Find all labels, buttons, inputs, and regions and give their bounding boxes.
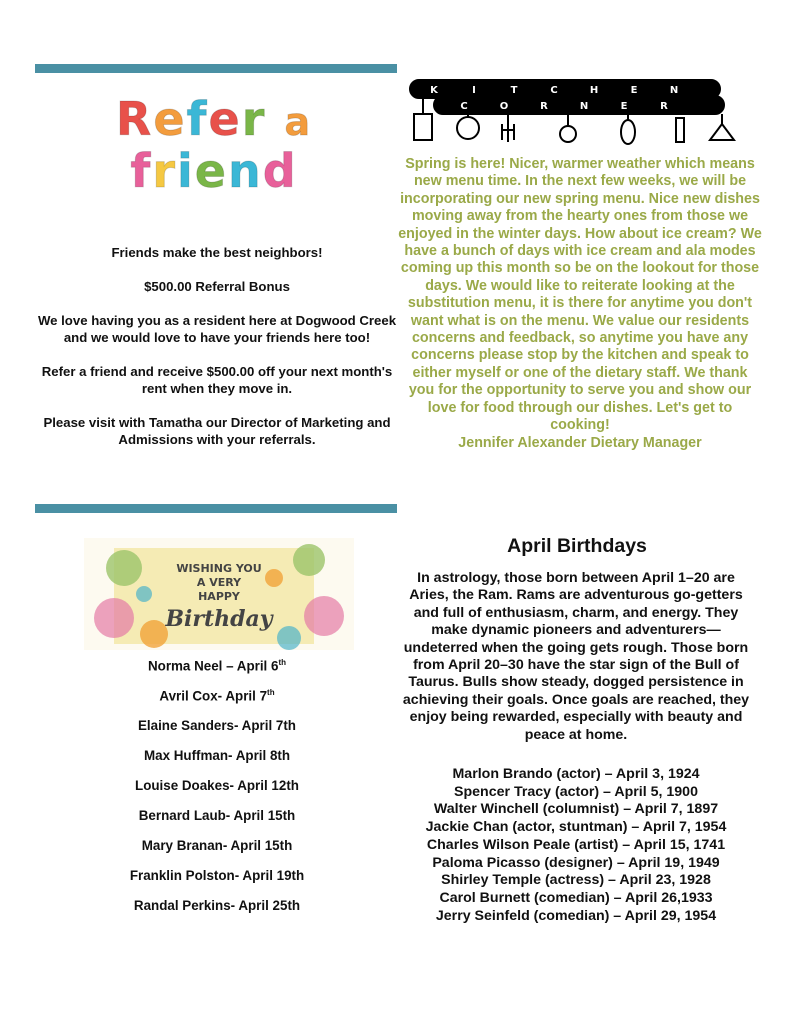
- svg-text:H: H: [589, 85, 599, 96]
- svg-text:O: O: [499, 101, 509, 112]
- kitchen-signature: Jennifer Alexander Dietary Manager: [458, 434, 702, 451]
- svg-text:N: N: [669, 85, 679, 96]
- referral-offer: Refer a friend and receive $500.00 off your next month's rent when they move in.: [41, 364, 393, 396]
- birthday-item: Max Huffman- April 8th: [143, 748, 291, 763]
- astrology-paragraph: In astrology, those born between April 1–20 are Aries, the Ram. Rams are adventurous go-getters and full of enthusiasm, charm, and energy. They make dynamic pioneers and adventurers—undeterred when the going gets rough. Those born from April 20–30 have the star sign of the Bull of Taurus. Bulls show steady, dogged persistence in achieving their goals. Once goals are reached, they enjoy being rewarded, especially with beauty and peace at home.: [402, 570, 750, 743]
- svg-text:T: T: [510, 85, 518, 96]
- referral-text: [36, 244, 398, 465]
- birthday-item: Louise Doakes- April 12th: [135, 778, 299, 793]
- famous-birthday-item: Paloma Picasso (designer) – April 19, 1949: [432, 854, 720, 871]
- kitchen-paragraph: Spring is here! Nicer, warmer weather which means new menu time. In the next few weeks, we will be incorporating our new spring menu. Nice new dishes moving away from the hearty ones from those we enjoyed in the winter days. How about ice cream? We have a bunch of days with ice cream and ala modes coming up this month so be on the lookout for those days. We would like to reiterate looking at the substitution menu, it is there for anytime you don't want what is on the menu. We value our residents concerns and feedback, so anytime you have any concerns please stop by the kitchen and speak to either myself or one of the dietary staff. We thank you for the opportunity to serve you and show our love for food through our dishes. Let's get to cooking!: [398, 156, 762, 434]
- svg-text:C: C: [460, 101, 468, 112]
- svg-text:E: E: [620, 101, 628, 112]
- bday-card-line4: Birthday: [165, 606, 273, 632]
- famous-birthday-item: Shirley Temple (actress) – April 23, 1928: [441, 872, 711, 889]
- refer-a-friend-logo: [84, 92, 344, 206]
- birthday-item: Mary Branan- April 15th: [141, 838, 293, 853]
- famous-birthday-item: Walter Winchell (columnist) – April 7, 1897: [433, 801, 719, 818]
- bday-card-line3: HAPPY: [198, 590, 240, 603]
- referral-contact: Please visit with Tamatha our Director of Marketing and Admissions with your referrals.: [43, 415, 391, 447]
- svg-text:N: N: [579, 101, 589, 112]
- famous-birthday-item: Marlon Brando (actor) – April 3, 1924: [452, 766, 700, 782]
- birthday-item: Randal Perkins- April 25th: [133, 898, 301, 913]
- svg-text:C: C: [550, 85, 558, 96]
- kitchen-corner-text: [398, 156, 762, 452]
- april-birthdays-title: April Birthdays: [507, 535, 647, 557]
- famous-birthday-item: Charles Wilson Peale (artist) – April 15, 1741: [426, 836, 726, 853]
- famous-birthday-item: Jackie Chan (actor, stuntman) – April 7, 1954: [425, 819, 727, 836]
- famous-birthday-item: Jerry Seinfeld (comedian) – April 29, 1954: [435, 907, 717, 924]
- resident-birthday-list: [84, 658, 350, 928]
- referral-bonus: $500.00 Referral Bonus: [144, 279, 290, 294]
- referral-intro: We love having you as a resident here at Dogwood Creek and we would love to have your friends here too!: [37, 313, 397, 345]
- kitchen-logo-letter: K: [430, 85, 438, 96]
- svg-text:E: E: [630, 85, 638, 96]
- birthday-item: Norma Neel – April 6th: [147, 658, 287, 674]
- famous-birthday-item: Spencer Tracy (actor) – April 5, 1900: [454, 783, 698, 800]
- referral-tagline: Friends make the best neighbors!: [111, 245, 323, 260]
- refer-logo-line2: friend: [130, 144, 298, 198]
- kitchen-corner-logo: [404, 66, 754, 150]
- birthday-item: Bernard Laub- April 15th: [138, 808, 296, 823]
- famous-birthday-item: Carol Burnett (comedian) – April 26,1933: [439, 889, 713, 906]
- section-divider-top: [35, 64, 397, 73]
- bday-card-line2: A VERY: [196, 576, 242, 589]
- birthday-card-image: [84, 538, 354, 650]
- svg-text:R: R: [540, 101, 548, 112]
- refer-logo-line1: Refer a: [115, 92, 313, 146]
- birthday-item: Avril Cox- April 7th: [159, 688, 275, 704]
- birthday-item: Franklin Polston- April 19th: [129, 868, 305, 883]
- svg-text:I: I: [472, 85, 476, 96]
- birthday-item: Elaine Sanders- April 7th: [137, 718, 296, 733]
- section-divider-bottom: [35, 504, 397, 513]
- svg-text:R: R: [660, 101, 668, 112]
- famous-birthdays-list: [400, 766, 752, 925]
- bday-card-line1: WISHING YOU: [176, 562, 262, 575]
